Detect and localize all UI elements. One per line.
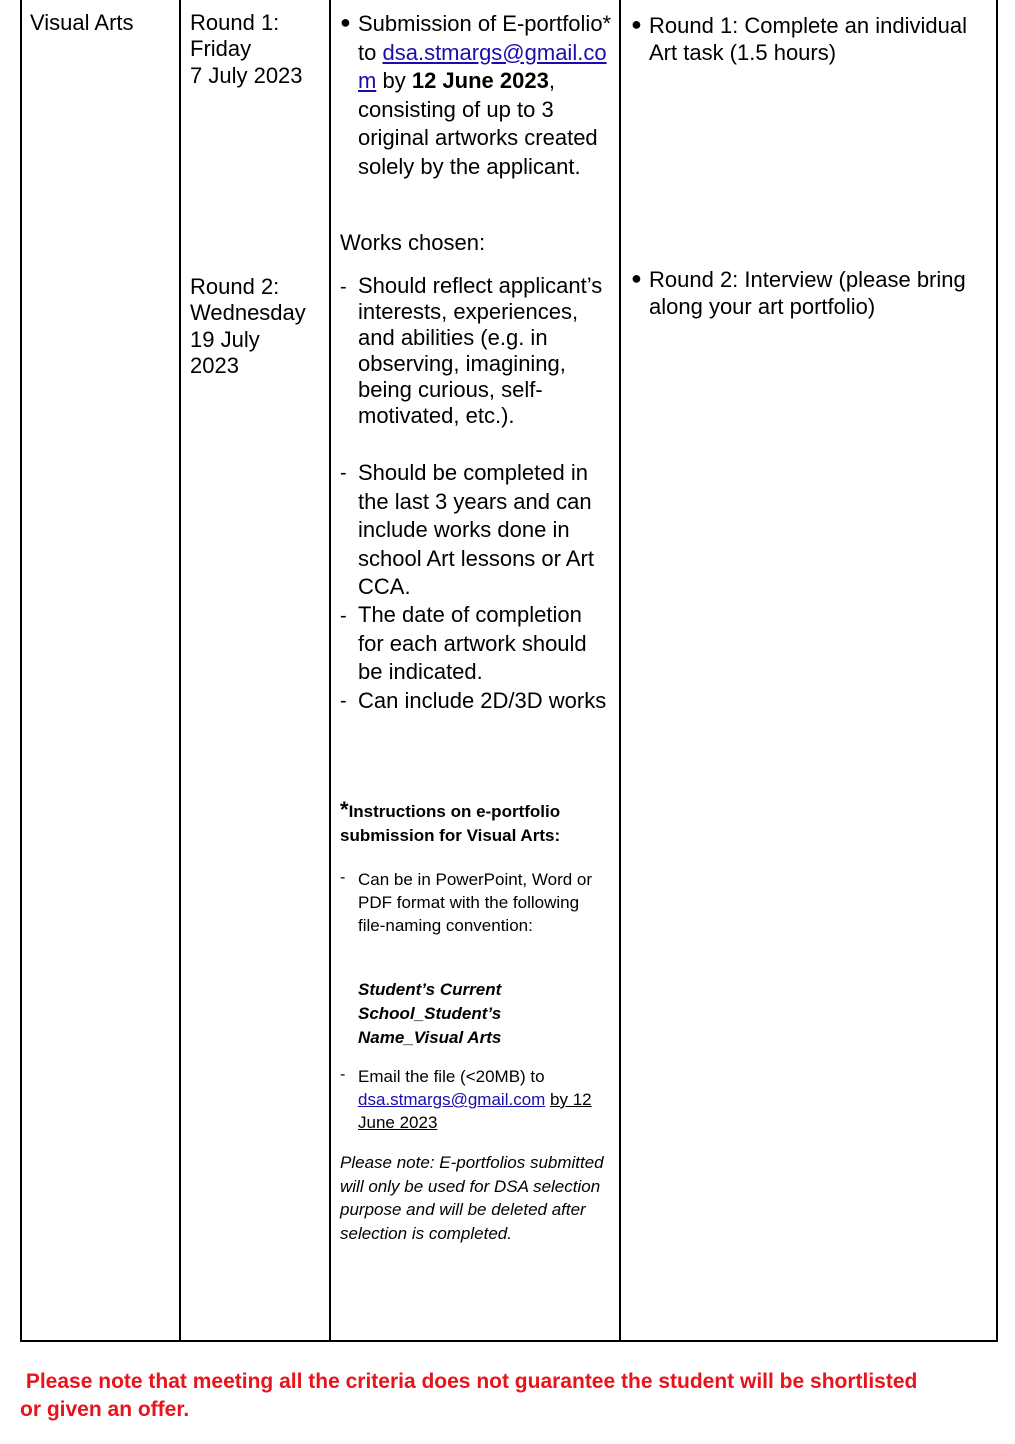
- works-item-1: Should reflect applicant’s interests, experiences, and abilities (e.g. in observing, imagining, being curious, self-motivated, etc.).: [358, 273, 603, 428]
- works-chosen-heading: Works chosen:: [340, 230, 486, 255]
- table-column-divider-2: [329, 0, 331, 1342]
- table-column-divider-3: [619, 0, 621, 1342]
- dash-marker: -: [340, 605, 347, 627]
- works-item-2: Should be completed in the last 3 years and can include works done in school Art lessons or Art CCA.: [358, 460, 594, 599]
- instructions-heading: [340, 798, 610, 848]
- round2-label: Round 2:: [190, 274, 280, 299]
- dash-marker: -: [340, 869, 346, 886]
- submission-by: by: [382, 68, 406, 93]
- submission-text-pre: Submission of E-portfolio* to: [358, 11, 612, 65]
- submission-email-link[interactable]: dsa.stmargs@gmail.com: [358, 39, 607, 93]
- instructions-asterisk: *: [340, 797, 349, 822]
- round1-assessment: Round 1: Complete an individual Art task (1.5 hours): [649, 13, 967, 65]
- round2-date-text: 19 July: [190, 327, 260, 352]
- round1-date-text: 7 July 2023: [190, 63, 303, 88]
- instructions-item-2-pre: Email the file (<20MB) to: [358, 1067, 545, 1086]
- instructions-item-2: [358, 1065, 608, 1134]
- dash-marker: -: [340, 276, 347, 298]
- dash-marker: -: [340, 1066, 346, 1083]
- submission-deadline: 12 June 2023: [411, 68, 549, 93]
- please-note-text: Please note: E-portfolios submitted will only be used for DSA selection purpose and will be deleted after selection is completed.: [340, 1153, 604, 1243]
- round1-day: Friday: [190, 36, 252, 61]
- submission-text-post: , consisting of up to 3 original artworks created solely by the applicant.: [358, 68, 598, 179]
- round2-assessment: Round 2: Interview (please bring along your art portfolio): [649, 267, 966, 319]
- subject-cell: Visual Arts: [30, 10, 134, 35]
- dash-marker: -: [340, 462, 347, 484]
- instructions-item-2-post: by 12 June 2023: [358, 1090, 592, 1132]
- bullet-icon: ●: [631, 268, 642, 288]
- round1-label: Round 1:: [190, 10, 280, 35]
- works-item-3: The date of completion for each artwork should be indicated.: [358, 602, 587, 684]
- round2-day: Wednesday: [190, 300, 306, 325]
- instructions-email-link[interactable]: dsa.stmargs@gmail.com: [358, 1090, 546, 1109]
- bullet-icon: ●: [340, 12, 351, 32]
- instructions-heading-text: Instructions on e-portfolio submission for Visual Arts:: [340, 802, 561, 845]
- table-border-bottom: [20, 1340, 998, 1342]
- table-column-divider-1: [179, 0, 181, 1342]
- table-border-right: [996, 0, 998, 1342]
- bullet-icon: ●: [631, 14, 642, 34]
- table-border-left: [20, 0, 22, 1342]
- dash-marker: -: [340, 690, 347, 712]
- works-item-4: Can include 2D/3D works: [358, 688, 607, 713]
- submission-requirement: [358, 10, 613, 181]
- footer-disclaimer: Please note that meeting all the criteria does not guarantee the student will be shortlisted or given an offer.: [20, 1370, 924, 1421]
- instructions-item-1: Can be in PowerPoint, Word or PDF format with the following file-naming convention:: [358, 870, 593, 935]
- round2-year: 2023: [190, 353, 239, 378]
- file-naming-convention: Student’s Current School_Student’s Name_Visual Arts: [358, 980, 502, 1047]
